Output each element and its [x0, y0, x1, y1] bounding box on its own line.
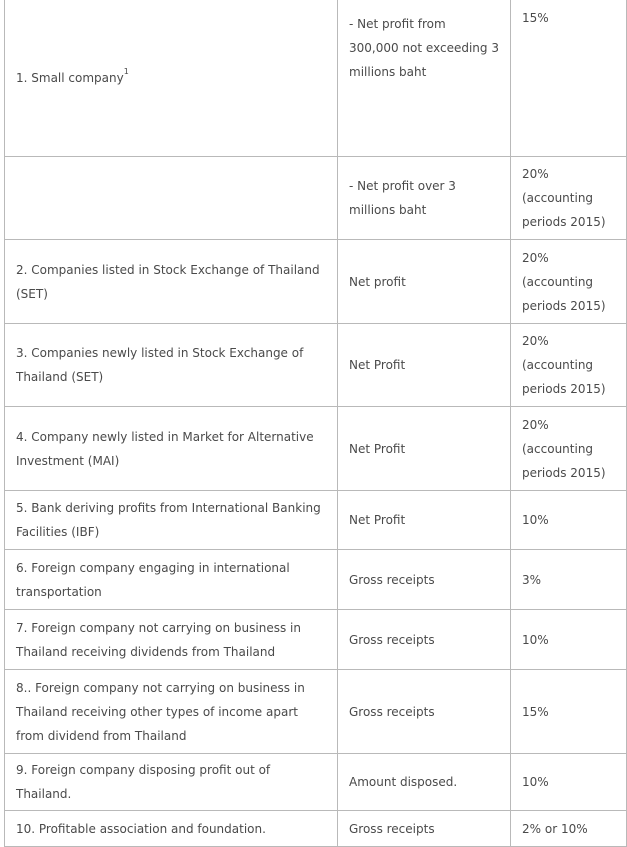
table-cell-rate: 20% (accounting periods 2015)	[511, 157, 627, 240]
table-cell-tax-base: - Net profit over 3 millions baht	[338, 157, 511, 240]
table-row	[5, 610, 627, 670]
table-cell-rate: 10%	[511, 754, 627, 811]
table-cell-tax-base: Gross receipts	[338, 670, 511, 754]
table-row	[5, 407, 627, 491]
table-row	[5, 811, 627, 847]
table-cell-category: 8.. Foreign company not carrying on business in Thailand receiving other types of income apart from dividend from Thailand	[5, 670, 338, 754]
table-cell-category: 10. Profitable association and foundation.	[5, 811, 338, 847]
table-cell-tax-base: - Net profit from 300,000 not exceeding 3 millions baht	[338, 0, 511, 157]
table-row	[5, 240, 627, 324]
table-row	[5, 157, 627, 240]
table-cell-rate: 20% (accounting periods 2015)	[511, 324, 627, 407]
table-row	[5, 754, 627, 811]
table-cell-category: 1. Small company$^1$	[5, 0, 338, 157]
table-cell-category: 9. Foreign company disposing profit out of Thailand.	[5, 754, 338, 811]
table-cell-category: 5. Bank deriving profits from International Banking Facilities (IBF)	[5, 491, 338, 550]
table-row	[5, 324, 627, 407]
table-cell-tax-base: Gross receipts	[338, 610, 511, 670]
table-cell-category: 3. Companies newly listed in Stock Exchange of Thailand (SET)	[5, 324, 338, 407]
table-cell-rate: 20% (accounting periods 2015)	[511, 240, 627, 324]
table-cell-tax-base: Net profit	[338, 240, 511, 324]
table-cell-category: 6. Foreign company engaging in international transportation	[5, 550, 338, 610]
table-cell-rate: 10%	[511, 491, 627, 550]
table-row	[5, 491, 627, 550]
table-row	[5, 550, 627, 610]
table-cell-tax-base: Amount disposed.	[338, 754, 511, 811]
table-cell-rate: 2% or 10%	[511, 811, 627, 847]
table-cell-rate: 20% (accounting periods 2015)	[511, 407, 627, 491]
table-row	[5, 670, 627, 754]
table-cell-rate: 3%	[511, 550, 627, 610]
table-cell-category: 7. Foreign company not carrying on business in Thailand receiving dividends from Thailand	[5, 610, 338, 670]
table-cell-tax-base: Gross receipts	[338, 550, 511, 610]
table-cell-rate: 15%	[511, 670, 627, 754]
table-cell-category: 2. Companies listed in Stock Exchange of Thailand (SET)	[5, 240, 338, 324]
table-cell-rate: 15%	[511, 0, 627, 157]
footnote-marker: 1	[123, 67, 129, 76]
table-cell-rate: 10%	[511, 610, 627, 670]
table-cell-category: 4. Company newly listed in Market for Alternative Investment (MAI)	[5, 407, 338, 491]
table-row	[5, 0, 627, 157]
table-cell-tax-base: Net Profit	[338, 324, 511, 407]
table-cell-tax-base: Net Profit	[338, 407, 511, 491]
table-cell-tax-base: Gross receipts	[338, 811, 511, 847]
table-cell-category	[5, 157, 338, 240]
tax-rate-table	[4, 0, 627, 847]
table-cell-tax-base: Net Profit	[338, 491, 511, 550]
